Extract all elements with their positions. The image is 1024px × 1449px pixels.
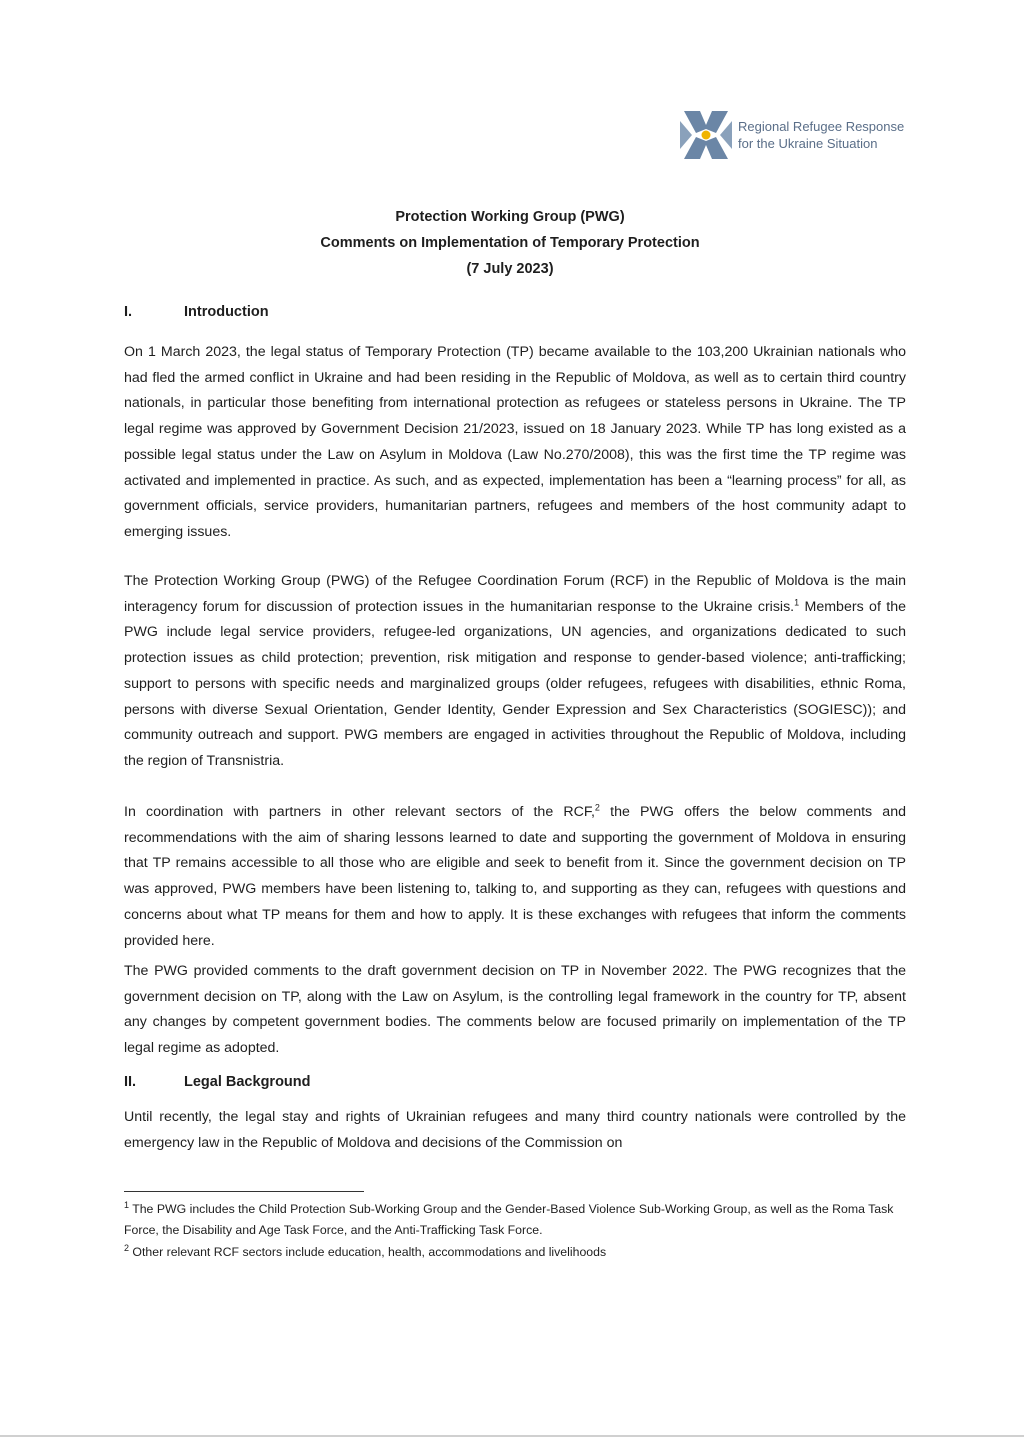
paragraph-2-text-b: Members of the PWG include legal service providers, refugee-led organizations, UN agencies, and organizations dedicated to such protection issues as child protection; prevention, risk mitigation and response to gender-based violence; anti-trafficking; support to persons with specific needs and marginalized groups (older refugees, refugees with disabilities, ethnic Roma, persons with diverse Sexual Orientation, Gender Identity, Gender Expression and Sex Characteristics (SOGIESC)); and community outreach and support. PWG members are engaged in activities throughout the Republic of Moldova, including the region of Transnistria.	[124, 598, 907, 769]
title-line-2: Comments on Implementation of Temporary Protection	[320, 235, 700, 251]
section-number: II.	[124, 1074, 137, 1090]
paragraph-2	[124, 569, 906, 775]
footnote-number: 2	[124, 1242, 130, 1253]
footnote-1	[124, 1199, 906, 1241]
footnote-ref-2: 2	[594, 802, 600, 813]
paragraph-3	[124, 800, 906, 954]
paragraph-1: On 1 March 2023, the legal status of Temporary Protection (TP) became available to the 103,200 Ukrainian nationals who had fled the armed conflict in Ukraine and had been residing in the Republic of Moldova, as well as to certain third country nationals, in particular those benefiting from international protection as refugees or stateless persons in Ukraine. The TP legal regime was approved by Government Decision 21/2023, issued on 18 January 2023. While TP has long existed as a possible legal status under the Law on Asylum in Moldova (Law No.270/2008), this was the first time the TP regime was activated and implemented in practice. As such, and as expected, implementation has been a “learning process” for all, as government officials, service providers, humanitarian partners, refugees and members of the host community adapt to emerging issues.	[124, 344, 906, 540]
section-heading-legal-background	[124, 1074, 311, 1090]
footnote-2	[124, 1242, 906, 1263]
paragraph-4: The PWG provided comments to the draft government decision on TP in November 2022. The PWG recognizes that the government decision on TP, along with the Law on Asylum, is the controlling legal framework in the country for TP, absent any changes by competent government bodies. The comments below are focused primarily on implementation of the TP legal regime as adopted.	[124, 963, 906, 1057]
section-heading-introduction	[124, 304, 269, 320]
regional-refugee-response-emblem-icon	[678, 107, 734, 163]
logo-line-2: for the Ukraine Situation	[738, 136, 878, 151]
footnote-number: 1	[124, 1199, 130, 1210]
paragraph-2-text-a: The Protection Working Group (PWG) of the Refugee Coordination Forum (RCF) in the Republic of Moldova is the main interagency forum for discussion of protection issues in the humanitarian response to the Ukraine crisis.	[124, 573, 906, 615]
document-title	[100, 204, 920, 282]
footnote-1-text: The PWG includes the Child Protection Sub-Working Group and the Gender-Based Violence Sub-Working Group, as well as the Roma Task Force, the Disability and Age Task Force, and the Anti-Trafficking Task Force.	[124, 1202, 894, 1237]
section-number: I.	[124, 304, 133, 320]
logo-wordmark	[738, 118, 904, 152]
title-line-1: Protection Working Group (PWG)	[395, 209, 625, 225]
footnote-ref-1: 1	[794, 596, 800, 607]
footnote-2-text: Other relevant RCF sectors include education, health, accommodations and livelihoods	[129, 1245, 607, 1259]
title-line-3: (7 July 2023)	[466, 261, 554, 277]
logo-line-1: Regional Refugee Response	[738, 119, 905, 134]
footnote-separator	[124, 1191, 364, 1192]
section-title: Legal Background	[184, 1074, 311, 1090]
paragraph-3-text-b: the PWG offers the below comments and recommendations with the aim of sharing lessons learned to date and supporting the government of Moldova in ensuring that TP remains accessible to all those who are eligible and seek to benefit from it. Since the government decision on TP was approved, PWG members have been listening to, talking to, and supporting as they can, refugees with questions and concerns about what TP means for them and how to apply. It is these exchanges with refugees that inform the comments provided here.	[124, 804, 906, 949]
section-title: Introduction	[184, 304, 269, 320]
header-logo	[678, 106, 918, 164]
paragraph-5: Until recently, the legal stay and rights of Ukrainian refugees and many third country nationals were controlled by the emergency law in the Republic of Moldova and decisions of the Commission on	[124, 1109, 906, 1151]
page-bottom-edge	[0, 1435, 1024, 1437]
paragraph-3-text-a: In coordination with partners in other relevant sectors of the RCF,	[124, 804, 595, 820]
